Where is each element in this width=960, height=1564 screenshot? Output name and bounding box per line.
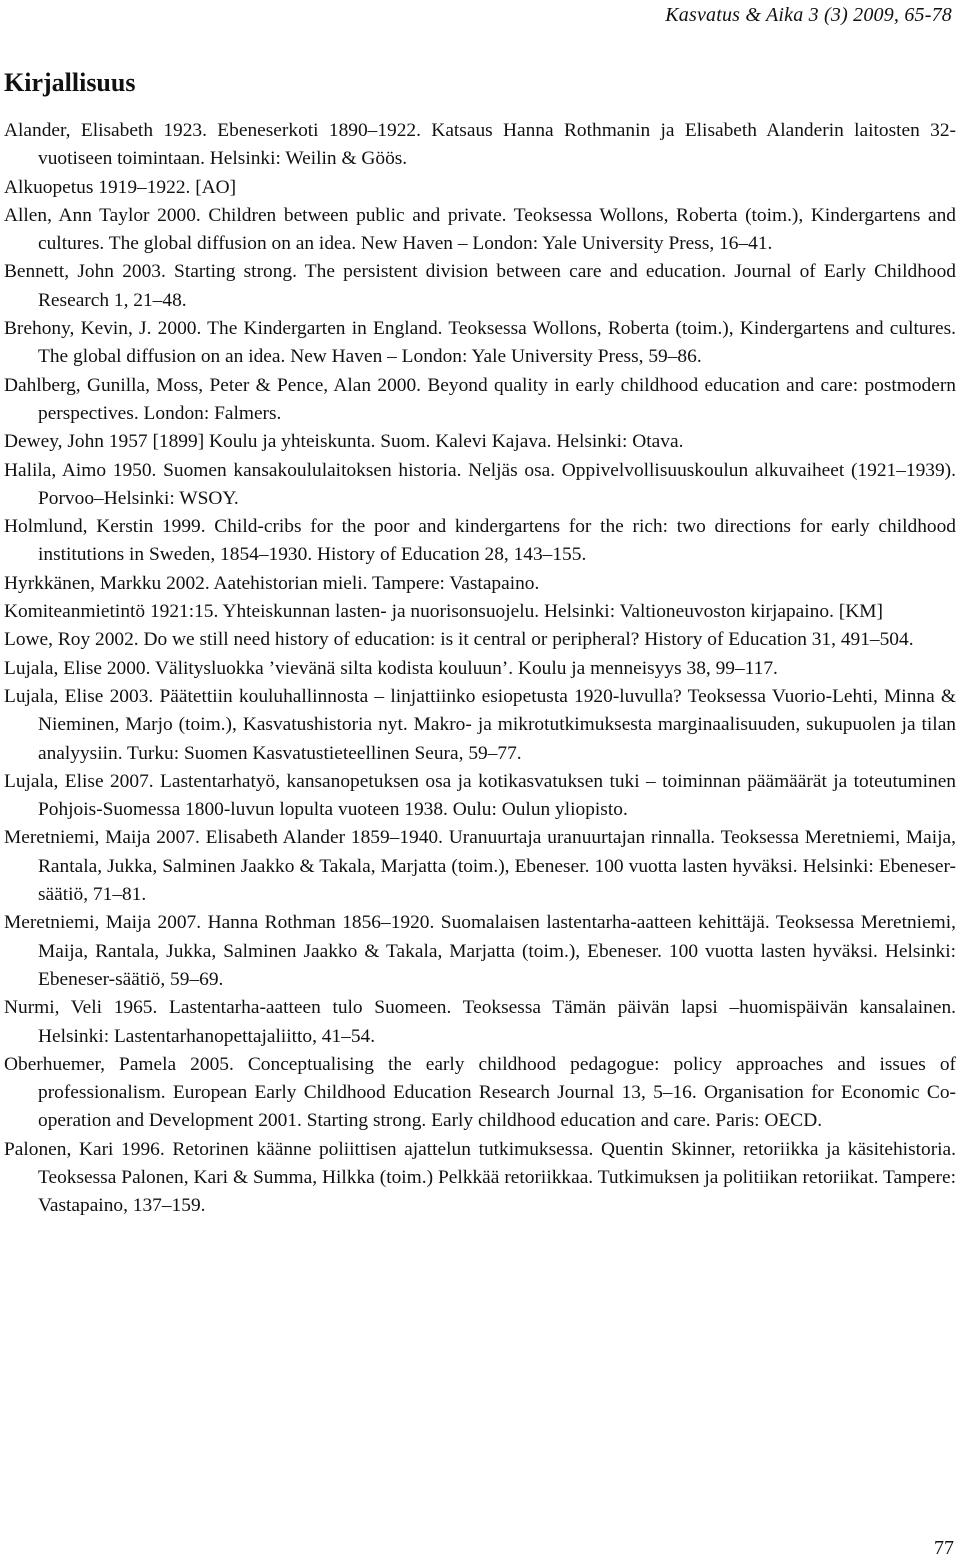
section-title: Kirjallisuus bbox=[4, 68, 136, 97]
page-number: 77 bbox=[934, 1537, 954, 1559]
reference-item: Dewey, John 1957 [1899] Koulu ja yhteiskunta. Suom. Kalevi Kajava. Helsinki: Otava. bbox=[4, 431, 684, 453]
reference-item: Allen, Ann Taylor 2000. Children between public and private. Teoksessa Wollons, Roberta (toim.), Kindergartens and cultures. The global diffusion on an idea. New Haven – London: Yale University Press, 16–41. bbox=[4, 204, 956, 255]
reference-item: Holmlund, Kerstin 1999. Child-cribs for the poor and kindergartens for the rich: two directions for early childhood institutions in Sweden, 1854–1930. History of Education 28, 143–155. bbox=[4, 516, 956, 566]
reference-item: Komiteanmietintö 1921:15. Yhteiskunnan lasten- ja nuorisonsuojelu. Helsinki: Valtioneuvoston kirjapaino. [KM] bbox=[4, 601, 883, 623]
reference-list bbox=[4, 117, 956, 1221]
running-head-journal: Kasvatus & Aika 3 (3) 2009, 65-78 bbox=[665, 4, 952, 26]
reference-item: Lujala, Elise 2003. Päätettiin kouluhallinnosta – linjattiinko esiopetusta 1920-luvulla? Teoksessa Vuorio-Lehti, Minna & Nieminen, Marjo (toim.), Kasvatushistoria nyt. Makro- ja mikrotutkimuksesta marginaalisuuden, sukupuolen ja tilan analyysiin. Turku: Suomen Kasvatustieteellinen Seura, 59–77. bbox=[4, 685, 956, 764]
reference-item: Oberhuemer, Pamela 2005. Conceptualising the early childhood pedagogue: policy approaches and issues of professionalism. European Early Childhood Education Research Journal 13, 5–16. Organisation for Economic Co-operation and Development 2001. Starting strong. Early childhood education and care. Paris: OECD. bbox=[4, 1053, 956, 1132]
reference-item: Lujala, Elise 2007. Lastentarhatyö, kansanopetuksen osa ja kotikasvatuksen tuki – toiminnan päämäärät ja toteutuminen Pohjois-Suomessa 1800-luvun lopulta vuoteen 1938. Oulu: Oulun yliopisto. bbox=[4, 770, 956, 821]
reference-item: Palonen, Kari 1996. Retorinen käänne poliittisen ajattelun tutkimuksessa. Quentin Skinner, retoriikka ja käsitehistoria. Teoksessa Palonen, Kari & Summa, Hilkka (toim.) Pelkkää retoriikkaa. Tutkimuksen ja politiikan retoriikat. Tampere: Vastapaino, 137–159. bbox=[4, 1138, 956, 1217]
reference-item: Dahlberg, Gunilla, Moss, Peter & Pence, Alan 2000. Beyond quality in early childhood education and care: postmodern perspectives. London: Falmers. bbox=[4, 374, 956, 424]
reference-item: Alander, Elisabeth 1923. Ebeneserkoti 1890–1922. Katsaus Hanna Rothmanin ja Elisabeth Alanderin laitosten 32-vuotiseen toimintaan. Helsinki: Weilin & Göös. bbox=[4, 120, 956, 170]
reference-item: Meretniemi, Maija 2007. Elisabeth Alander 1859–1940. Uranuurtaja uranuurtajan rinnalla. Teoksessa Meretniemi, Maija, Rantala, Jukka, Salminen Jaakko & Takala, Marjatta (toim.), Ebeneser. 100 vuotta lasten hyväksi. Helsinki: Ebeneser-säätiö, 71–81. bbox=[4, 827, 956, 906]
reference-item: Lowe, Roy 2002. Do we still need history of education: is it central or peripheral? History of Education 31, 491–504. bbox=[4, 629, 914, 651]
reference-item: Alkuopetus 1919–1922. [AO] bbox=[4, 176, 237, 198]
reference-item: Meretniemi, Maija 2007. Hanna Rothman 1856–1920. Suomalaisen lastentarha-aatteen kehittäjä. Teoksessa Meretniemi, Maija, Rantala, Jukka, Salminen Jaakko & Takala, Marjatta (toim.), Ebeneser. 100 vuotta lasten hyväksi. Helsinki: Ebeneser-säätiö, 59–69. bbox=[4, 912, 956, 990]
reference-item: Halila, Aimo 1950. Suomen kansakoululaitoksen historia. Neljäs osa. Oppivelvollisuuskoulun alkuvaiheet (1921–1939). Porvoo–Helsinki: WSOY. bbox=[4, 459, 956, 509]
reference-item: Bennett, John 2003. Starting strong. The persistent division between care and education. Journal of Early Childhood Research 1, 21–48. bbox=[4, 261, 956, 311]
reference-item: Brehony, Kevin, J. 2000. The Kindergarten in England. Teoksessa Wollons, Roberta (toim.), Kindergartens and cultures. The global diffusion on an idea. New Haven – London: Yale University Press, 59–86. bbox=[4, 318, 956, 368]
reference-item: Hyrkkänen, Markku 2002. Aatehistorian mieli. Tampere: Vastapaino. bbox=[4, 572, 540, 594]
reference-item: Nurmi, Veli 1965. Lastentarha-aatteen tulo Suomeen. Teoksessa Tämän päivän lapsi –huomispäivän kansalainen. Helsinki: Lastentarhanopettajaliitto, 41–54. bbox=[4, 997, 956, 1047]
reference-item: Lujala, Elise 2000. Välitysluokka ’vievänä silta kodista kouluun’. Koulu ja menneisyys 38, 99–117. bbox=[4, 657, 778, 679]
